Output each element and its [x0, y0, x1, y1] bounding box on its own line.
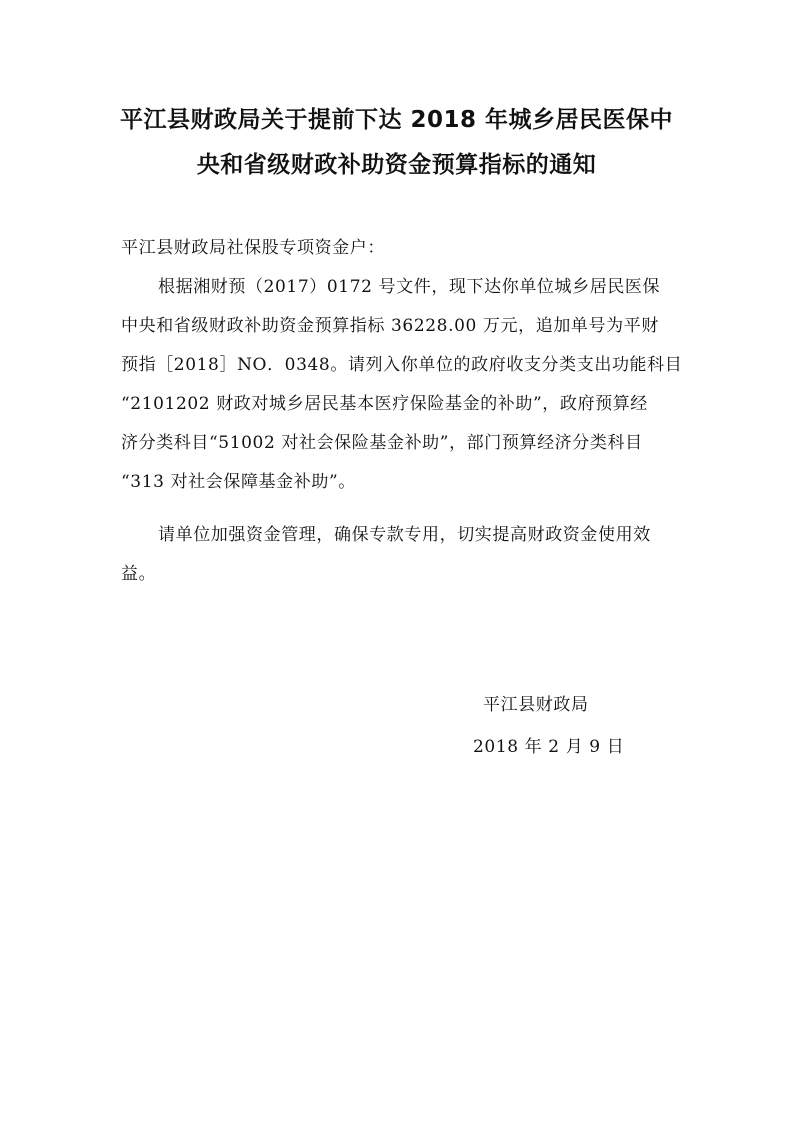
document-title-line-1: 平江县财政局关于提前下达 2018 年城乡居民医保中	[119, 107, 674, 133]
paragraph-1-line-3: 预指［2018］NO．0348。请列入你单位的政府收支分类支出功能科目	[121, 355, 683, 375]
paragraph-1-line-4: “2101202 财政对城乡居民基本医疗保险基金的补助”，政府预算经	[121, 394, 648, 414]
paragraph-2-line-1: 请单位加强资金管理，确保专款专用，切实提高财政资金使用效	[158, 525, 651, 545]
paragraph-2-line-2: 益。	[121, 564, 157, 584]
signature-date: 2018 年 2 月 9 日	[473, 737, 625, 757]
paragraph-1-line-1: 根据湘财预（2017）0172 号文件，现下达你单位城乡居民医保	[158, 277, 661, 297]
salutation: 平江县财政局社保股专项资金户：	[121, 238, 385, 258]
document-title-line-2: 央和省级财政补助资金预算指标的通知	[196, 152, 597, 178]
paragraph-1-line-6: “313 对社会保障基金补助”。	[121, 472, 356, 492]
signature-organization: 平江县财政局	[483, 695, 589, 715]
paragraph-1-line-2: 中央和省级财政补助资金预算指标 36228.00 万元，追加单号为平财	[121, 316, 659, 336]
paragraph-1-line-5: 济分类科目“51002 对社会保险基金补助”，部门预算经济分类科目	[121, 433, 643, 453]
